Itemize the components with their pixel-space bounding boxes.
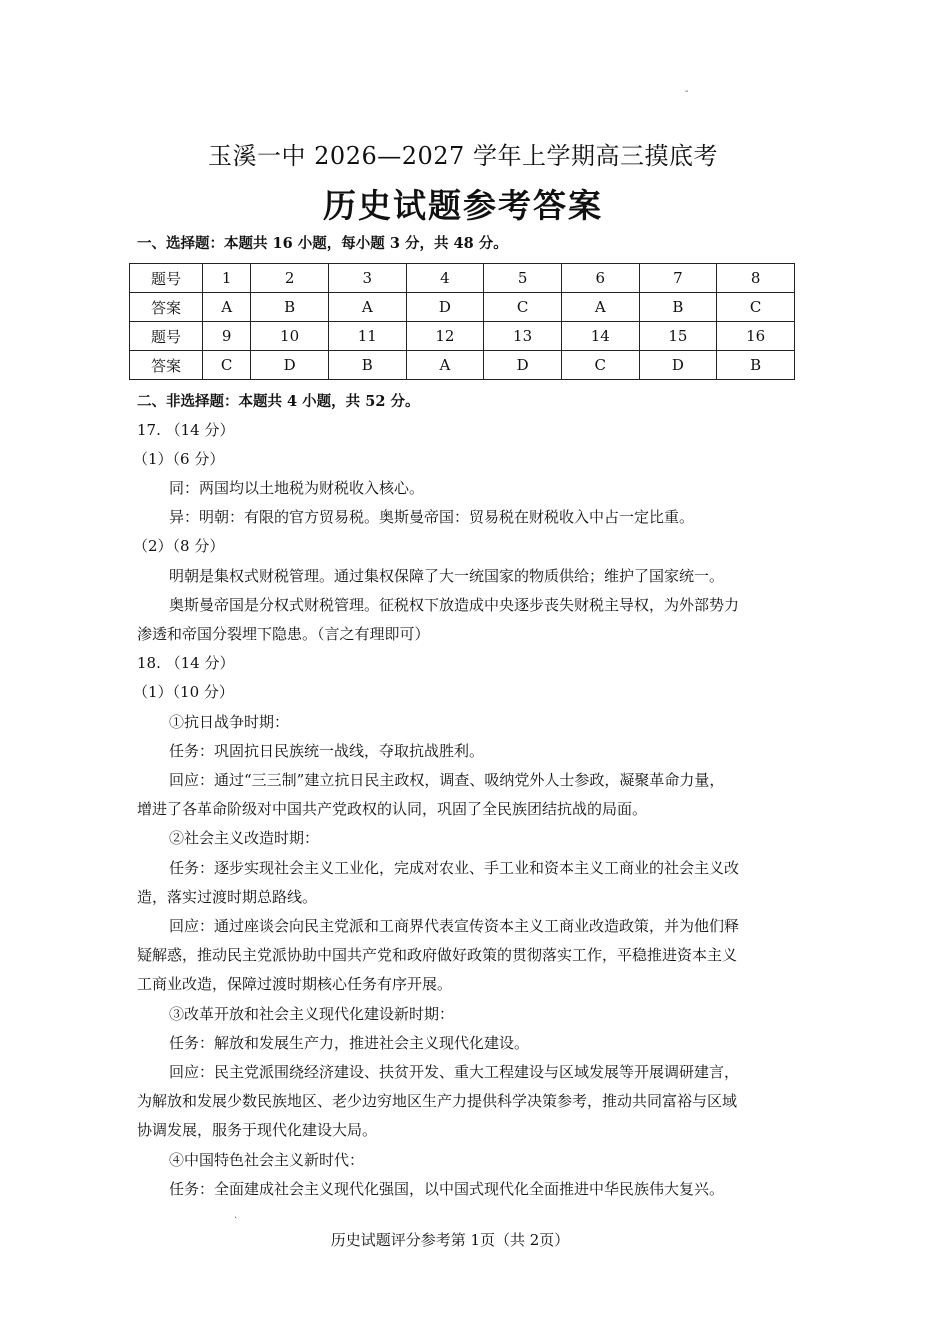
table-cell: 7 [639, 264, 717, 293]
question-label: 18. （14 分） [137, 654, 235, 672]
table-cell: 6 [561, 264, 639, 293]
answer-text: 奥斯曼帝国是分权式财税管理。征税权下放造成中央逐步丧失财税主导权，为外部势力 [169, 596, 740, 614]
table-cell: D [251, 351, 329, 380]
table-row [130, 293, 795, 322]
answer-table [129, 263, 795, 380]
period-heading: ③改革开放和社会主义现代化建设新时期： [169, 1005, 455, 1023]
answer-text: 造，落实过渡时期总路线。 [137, 888, 318, 906]
answer-text: 疑解惑，推动民主党派协助中国共产党和政府做好政策的贯彻落实工作，平稳推进资本主义 [137, 946, 738, 964]
answer-text: 渗透和帝国分裂埋下隐患。（言之有理即可） [137, 625, 430, 643]
answer-text: 明朝是集权式财税管理。通过集权保障了大一统国家的物质供给；维护了国家统一。 [169, 567, 725, 585]
answer-text: 为解放和发展少数民族地区、老少边穷地区生产力提供科学决策参考，推动共同富裕与区域 [137, 1092, 738, 1110]
part-label: （2）（8 分） [133, 537, 225, 555]
table-cell: 14 [561, 322, 639, 351]
table-cell: B [639, 293, 717, 322]
section-heading-nonchoice: 二、非选择题：本题共 4 小题，共 52 分。 [137, 393, 420, 410]
table-cell: C [717, 293, 795, 322]
period-heading: ④中国特色社会主义新时代： [169, 1151, 365, 1169]
table-cell: 9 [203, 322, 251, 351]
table-cell: A [203, 293, 251, 322]
answer-text: 异：明朝：有限的官方贸易税。奥斯曼帝国：贸易税在财税收入中占一定比重。 [169, 508, 695, 526]
answer-text: 协调发展，服务于现代化建设大局。 [137, 1121, 378, 1139]
table-cell: 12 [406, 322, 484, 351]
table-row [130, 322, 795, 351]
question-label: 17. （14 分） [137, 421, 235, 439]
table-row [130, 351, 795, 380]
table-cell: 1 [203, 264, 251, 293]
table-cell: 16 [717, 322, 795, 351]
table-cell: 10 [251, 322, 329, 351]
answer-text: 同：两国均以土地税为财税收入核心。 [169, 479, 425, 497]
document-title: 历史试题参考答案 [323, 186, 603, 225]
table-cell: 8 [717, 264, 795, 293]
answer-text: 任务：全面建成社会主义现代化强国，以中国式现代化全面推进中华民族伟大复兴。 [169, 1180, 725, 1198]
row-label: 答案 [130, 351, 203, 380]
table-cell: C [484, 293, 562, 322]
answer-text: 任务：解放和发展生产力，推进社会主义现代化建设。 [169, 1034, 530, 1052]
table-cell: D [484, 351, 562, 380]
page-footer: 历史试题评分参考第 1页（共 2页） [330, 1231, 570, 1249]
section-heading-choice: 一、选择题：本题共 16 小题，每小题 3 分，共 48 分。 [137, 235, 508, 252]
table-cell: B [251, 293, 329, 322]
row-label: 题号 [130, 264, 203, 293]
row-label: 答案 [130, 293, 203, 322]
answer-text: 回应：通过座谈会向民主党派和工商界代表宣传资本主义工商业改造政策，并为他们释 [169, 917, 740, 935]
period-heading: ①抗日战争时期： [169, 713, 290, 731]
table-cell: C [561, 351, 639, 380]
table-cell: D [639, 351, 717, 380]
table-cell: 11 [328, 322, 406, 351]
table-cell: B [328, 351, 406, 380]
table-cell: 3 [328, 264, 406, 293]
scan-mark: - [685, 86, 689, 97]
table-cell: A [406, 351, 484, 380]
exam-title: 玉溪一中 2026—2027 学年上学期高三摸底考 [208, 142, 718, 170]
table-cell: 15 [639, 322, 717, 351]
table-cell: D [406, 293, 484, 322]
table-cell: A [561, 293, 639, 322]
table-cell: 4 [406, 264, 484, 293]
scan-mark: . [234, 1210, 238, 1221]
table-cell: A [328, 293, 406, 322]
answer-text: 任务：巩固抗日民族统一战线，夺取抗战胜利。 [169, 742, 485, 760]
period-heading: ②社会主义改造时期： [169, 829, 320, 847]
answer-text: 回应：民主党派围绕经济建设、扶贫开发、重大工程建设与区域发展等开展调研建言， [169, 1063, 740, 1081]
part-label: （1）（6 分） [133, 450, 225, 468]
table-cell: 2 [251, 264, 329, 293]
answer-text: 回应：通过“三三制”建立抗日民主政权，调查、吸纳党外人士参政，凝聚革命力量， [169, 771, 725, 789]
answer-text: 工商业改造，保障过渡时期核心任务有序开展。 [137, 975, 453, 993]
table-row [130, 264, 795, 293]
table-cell: B [717, 351, 795, 380]
table-cell: 5 [484, 264, 562, 293]
table-cell: C [203, 351, 251, 380]
part-label: （1）（10 分） [133, 683, 234, 701]
table-cell: 13 [484, 322, 562, 351]
row-label: 题号 [130, 322, 203, 351]
answer-text: 任务：逐步实现社会主义工业化，完成对农业、手工业和资本主义工商业的社会主义改 [169, 859, 740, 877]
answer-text: 增进了各革命阶级对中国共产党政权的认同，巩固了全民族团结抗战的局面。 [137, 800, 648, 818]
